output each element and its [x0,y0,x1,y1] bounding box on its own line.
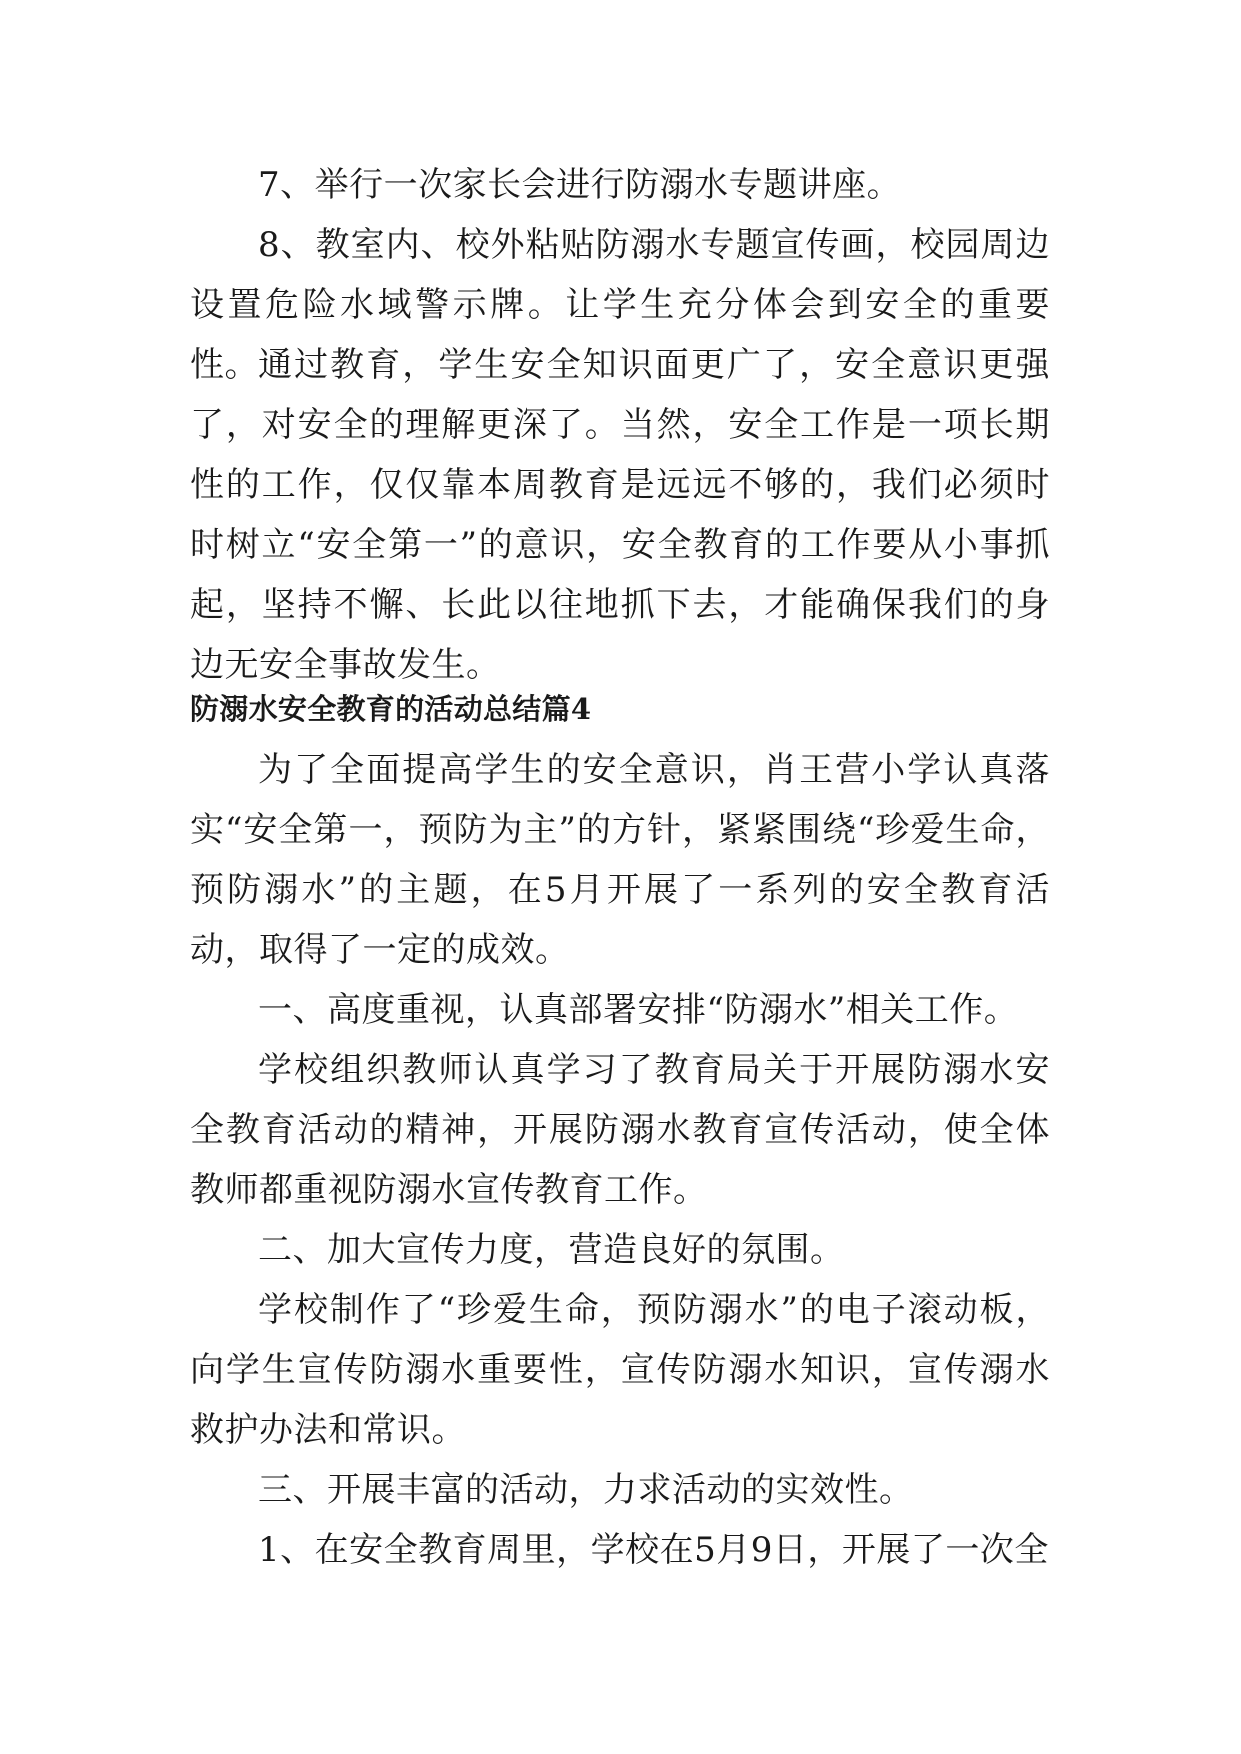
paragraph-summary: 通过教育，学生安全知识面更广了，安全意识更强了，对安全的理解更深了。当然，安全工作是一项长期性的工作，仅仅靠本周教育是远远不够的，我们必须时时树立“安全第一”的意识，安全教育的工作要从小事抓起，坚持不懈、长此以往地抓下去，才能确保我们的身边无安全事故发生。 [190,345,1050,685]
paragraph-point-2-body: 学校制作了“珍爱生命，预防溺水”的电子滚动板，向学生宣传防溺水重要性，宣传防溺水知识，宣传溺水救护办法和常识。 [190,1290,1050,1450]
paragraph-point-1-body: 学校组织教师认真学习了教育局关于开展防溺水安全教育活动的精神，开展防溺水教育宣传活动，使全体教师都重视防溺水宣传教育工作。 [190,1050,1050,1210]
paragraph-item-7: 7、举行一次家长会进行防溺水专题讲座。 [258,165,902,205]
paragraph-intro: 为了全面提高学生的安全意识，肖王营小学认真落实“安全第一，预防为主”的方针，紧紧围绕“珍爱生命，预防溺水”的主题，在5月开展了一系列的安全教育活动，取得了一定的成效。 [190,750,1050,970]
paragraph-point-3-title: 三、开展丰富的活动，力求活动的实效性。 [258,1470,914,1510]
paragraph-item-8: 8、教室内、校外粘贴防溺水专题宣传画，校园周边设置危险水域警示牌。让学生充分体会到安全的重要性。 [190,225,1050,385]
section-heading: 防溺水安全教育的活动总结篇4 [190,692,592,726]
paragraph-point-1-title: 一、高度重视，认真部署安排“防溺水”相关工作。 [258,990,1019,1030]
paragraph-point-2-title: 二、加大宣传力度，营造良好的氛围。 [258,1230,845,1270]
paragraph-point-3-item-1: 1、在安全教育周里，学校在5月9日，开展了一次全 [258,1530,1049,1570]
